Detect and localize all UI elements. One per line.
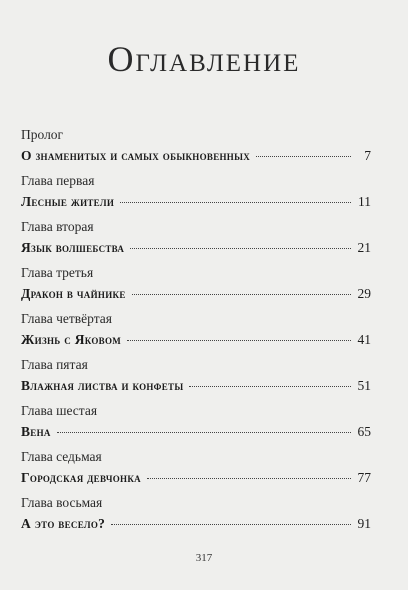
toc-entry bbox=[21, 219, 371, 265]
dot-leader bbox=[132, 293, 351, 295]
page-number: 65 bbox=[357, 424, 371, 439]
dot-leader bbox=[57, 431, 351, 433]
toc-entry bbox=[21, 449, 371, 495]
toc-entry bbox=[21, 265, 371, 311]
chapter-title: Жизнь с Яковом bbox=[21, 332, 122, 347]
chapter-label: Глава пятая bbox=[21, 357, 88, 372]
dot-leader bbox=[130, 247, 351, 249]
dot-leader bbox=[127, 339, 351, 341]
chapter-title: Лесные жители bbox=[21, 194, 115, 209]
chapter-title: Дракон в чайнике bbox=[21, 286, 126, 301]
page-number: 91 bbox=[357, 516, 371, 531]
page-number: 29 bbox=[357, 286, 371, 301]
toc-entry bbox=[21, 173, 371, 219]
page-number: 41 bbox=[357, 332, 371, 347]
folio-page-number: 317 bbox=[195, 552, 213, 564]
chapter-label: Пролог bbox=[21, 127, 64, 142]
chapter-title: Городская девчонка bbox=[21, 470, 141, 485]
chapter-label: Глава четвёртая bbox=[21, 311, 112, 326]
chapter-label: Глава вторая bbox=[21, 219, 94, 234]
toc-entry bbox=[21, 357, 371, 403]
chapter-title: Влажная листва и конфеты bbox=[21, 378, 184, 393]
chapter-label: Глава третья bbox=[21, 265, 94, 280]
chapter-title: Вена bbox=[21, 424, 51, 439]
page-title: Оглавление bbox=[107, 39, 301, 79]
page-number: 7 bbox=[364, 148, 371, 163]
page-number: 51 bbox=[357, 378, 371, 393]
chapter-label: Глава шестая bbox=[21, 403, 98, 418]
dot-leader bbox=[189, 385, 351, 387]
toc-entry bbox=[21, 127, 371, 173]
dot-leader bbox=[111, 523, 351, 525]
toc-entry bbox=[21, 403, 371, 449]
chapter-title: Язык волшебства bbox=[21, 240, 125, 255]
chapter-label: Глава первая bbox=[21, 173, 95, 188]
dot-leader bbox=[256, 155, 351, 157]
toc-entry bbox=[21, 495, 371, 541]
dot-leader bbox=[120, 201, 351, 203]
page-number: 77 bbox=[357, 470, 371, 485]
toc-entry bbox=[21, 311, 371, 357]
dot-leader bbox=[147, 477, 351, 479]
page-number: 21 bbox=[357, 240, 371, 255]
page-number: 11 bbox=[358, 194, 371, 209]
chapter-title: А это весело? bbox=[21, 516, 106, 531]
chapter-label: Глава восьмая bbox=[21, 495, 103, 510]
chapter-label: Глава седьмая bbox=[21, 449, 102, 464]
table-of-contents bbox=[21, 127, 371, 541]
chapter-title: О знаменитых и самых обыкновенных bbox=[21, 148, 251, 163]
